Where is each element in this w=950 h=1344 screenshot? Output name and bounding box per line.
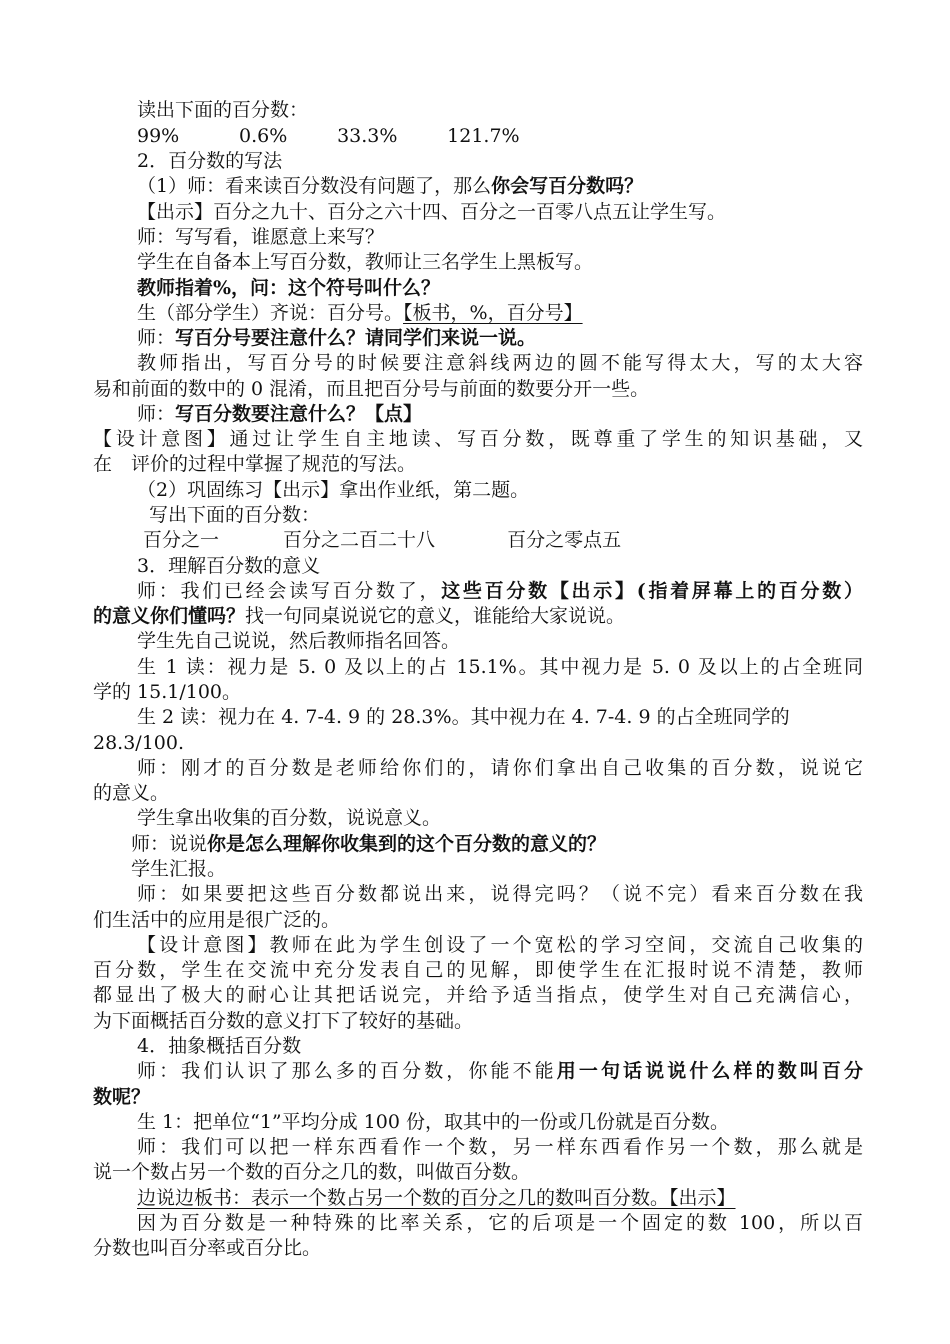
bold-text-run: 你是怎么理解你收集到的这个百分数的意义的？ — [207, 833, 607, 855]
paragraph-line: 师：我们可以把一样东西看作一个数，另一样东西看作另一个数，那么就是 — [137, 1136, 863, 1158]
text-run: 师：我们认识了那么多的百分数，你能不能 — [137, 1060, 557, 1082]
paragraph-line — [137, 325, 907, 351]
exercise-row — [143, 527, 913, 553]
bold-paragraph-line: 教师指着%，问：这个符号叫什么？ — [137, 277, 441, 299]
paragraph-line: 师：刚才的百分数是老师给你们的，请你们拿出自己收集的百分数，说说它 — [137, 757, 863, 779]
paragraph-line: 学生先自己说说，然后教师指名回答。 — [137, 630, 461, 652]
text-run: 找一句同桌说说它的意义，谁能给大家说说。 — [245, 605, 626, 627]
paragraph-line: 生 2 读：视力在 4. 7-4. 9 的 28.3%。其中视力在 4. 7-4. 9 的占全班同学的 — [137, 706, 790, 728]
paragraph-line: 的意义。 — [93, 782, 170, 804]
paragraph-line — [137, 173, 907, 199]
paragraph-line — [137, 1058, 863, 1084]
paragraph-line: 生 1：把单位“1”平均分成 100 份，取其中的一份或几份就是百分数。 — [137, 1111, 729, 1133]
section-heading: 3．理解百分数的意义 — [137, 555, 321, 577]
paragraph-line: 百分数，学生在交流中充分发表自己的见解，即使学生在汇报时说不清楚，教师 — [93, 959, 863, 981]
paragraph-line — [131, 831, 901, 857]
paragraph-line: 师：如果要把这些百分数都说出来，说得完吗？（说不完）看来百分数在我 — [137, 883, 863, 905]
bold-text-run: 这些百分数【出示】(指着屏幕上的百分数） — [441, 580, 863, 602]
exercise-item: 百分之一 — [143, 529, 220, 551]
underlined-paragraph-line: 边说边板书：表示一个数占另一个数的百分之几的数叫百分数。【出示】 — [137, 1187, 736, 1209]
text-run: 师：说说 — [131, 833, 208, 855]
paragraph-line — [93, 603, 863, 629]
paragraph-line — [137, 578, 863, 604]
text-run: 师：我们已经会读写百分数了， — [137, 580, 442, 602]
underlined-text-run: 【板书，%，百分号】 — [403, 302, 583, 324]
section-heading: 2．百分数的写法 — [137, 150, 283, 172]
percent-example: 99% — [137, 125, 180, 147]
paragraph-line: 写出下面的百分数： — [149, 504, 321, 526]
bold-text-run: 用一句话说说什么样的数叫百分 — [556, 1060, 863, 1082]
text-run: 师： — [137, 403, 176, 425]
percent-examples-row — [137, 123, 907, 149]
bold-text-run: 的意义你们懂吗？ — [93, 605, 246, 627]
paragraph-line: 因为百分数是一种特殊的比率关系，它的后项是一个固定的数 100，所以百 — [137, 1212, 863, 1234]
paragraph-line — [137, 300, 907, 326]
text-run: 师： — [137, 327, 176, 349]
bold-paragraph-line: 数呢？ — [93, 1086, 151, 1108]
paragraph-line: 学生在自备本上写百分数，教师让三名学生上黑板写。 — [137, 251, 594, 273]
paragraph-line — [137, 401, 907, 427]
percent-example: 33.3% — [337, 125, 398, 147]
paragraph-line: 都显出了极大的耐心让其把话说完，并给予适当指点，使学生对自己充满信心， — [93, 984, 863, 1006]
paragraph-line: 【出示】百分之九十、百分之六十四、百分之一百零八点五让学生写。 — [137, 201, 727, 223]
paragraph-line: 读出下面的百分数： — [137, 99, 309, 121]
paragraph-line: 教师指出，写百分号的时候要注意斜线两边的圆不能写得太大，写的太大容 — [137, 352, 863, 374]
exercise-item: 百分之二百二十八 — [283, 529, 436, 551]
paragraph-line: 学生汇报。 — [131, 858, 227, 880]
section-heading: 4．抽象概括百分数 — [137, 1035, 302, 1057]
paragraph-line: 们生活中的应用是很广泛的。 — [93, 909, 341, 931]
paragraph-line: 【设计意图】通过让学生自主地读、写百分数，既尊重了学生的知识基础，又 — [93, 428, 863, 450]
exercise-item: 百分之零点五 — [507, 529, 622, 551]
percent-example: 121.7% — [447, 125, 520, 147]
bold-text-run: 写百分数要注意什么？【点】 — [175, 403, 423, 425]
paragraph-line: 在 评价的过程中掌握了规范的写法。 — [93, 453, 417, 475]
paragraph-line: （2）巩固练习【出示】拿出作业纸，第二题。 — [137, 479, 530, 501]
percent-example: 0.6% — [239, 125, 288, 147]
paragraph-line: 28.3/100. — [93, 732, 185, 754]
text-run: （1）师：看来读百分数没有问题了，那么 — [137, 175, 492, 197]
bold-text-run: 写百分号要注意什么？请同学们来说一说。 — [175, 327, 537, 349]
paragraph-line: 学生拿出收集的百分数，说说意义。 — [137, 807, 442, 829]
paragraph-line: 生 1 读：视力是 5. 0 及以上的占 15.1%。其中视力是 5. 0 及以上的占全班同 — [137, 656, 863, 678]
text-run: 生（部分学生）齐说：百分号。 — [137, 302, 404, 324]
paragraph-line: 说一个数占另一个数的百分之几的数，叫做百分数。 — [93, 1161, 531, 1183]
paragraph-line: 学的 15.1/100。 — [93, 681, 242, 703]
paragraph-line: 【设计意图】教师在此为学生创设了一个宽松的学习空间，交流自己收集的 — [137, 934, 863, 956]
paragraph-line: 为下面概括百分数的意义打下了较好的基础。 — [93, 1010, 474, 1032]
bold-text-run: 你会写百分数吗？ — [491, 175, 644, 197]
paragraph-line: 师：写写看，谁愿意上来写？ — [137, 226, 385, 248]
paragraph-line: 分数也叫百分率或百分比。 — [93, 1237, 322, 1259]
paragraph-line: 易和前面的数中的 0 混淆，而且把百分号与前面的数要分开一些。 — [93, 378, 650, 400]
